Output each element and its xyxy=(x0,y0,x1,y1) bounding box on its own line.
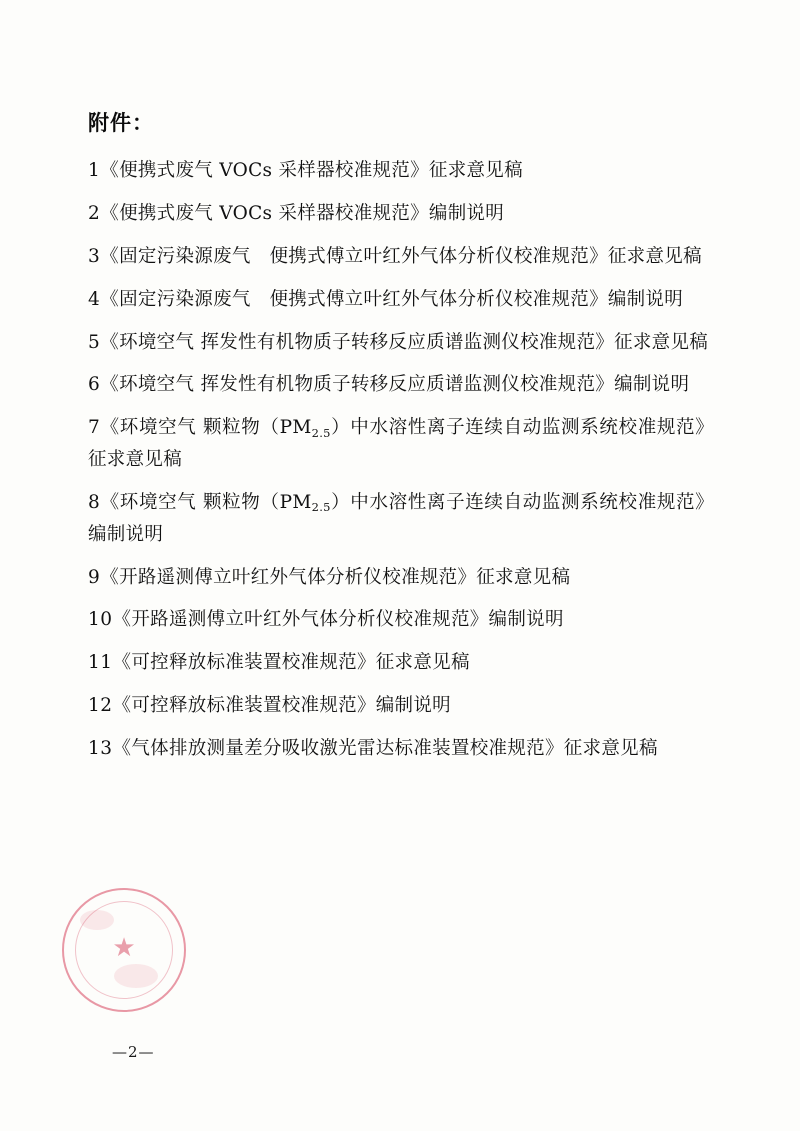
attachment-item-1 xyxy=(88,155,714,187)
attachment-number: 10 xyxy=(88,609,113,631)
seal-star-icon: ★ xyxy=(112,932,136,963)
attachment-item-5 xyxy=(88,327,714,359)
attachment-number: 11 xyxy=(88,652,113,674)
attachment-number: 12 xyxy=(88,694,113,716)
attachment-item-11 xyxy=(88,647,714,679)
attachment-item-13 xyxy=(88,733,714,765)
attachment-text: 《环境空气 挥发性有机物质子转移反应质谱监测仪校准规范》编制说明 xyxy=(100,374,690,396)
attachment-item-4 xyxy=(88,284,714,316)
attachment-number: 3 xyxy=(88,246,101,268)
attachment-text: 《固定污染源废气 便携式傅立叶红外气体分析仪校准规范》编制说明 xyxy=(100,288,684,310)
page-title: 附件： xyxy=(88,110,154,135)
attachment-text: 《便携式废气 VOCs 采样器校准规范》征求意见稿 xyxy=(100,160,523,182)
seal-smudge xyxy=(114,964,158,988)
attachment-text: 《可控释放标准装置校准规范》编制说明 xyxy=(112,694,451,716)
attachment-number: 1 xyxy=(88,160,101,182)
attachment-item-12 xyxy=(88,690,714,722)
seal-inner-ring xyxy=(75,901,173,999)
attachment-number: 2 xyxy=(88,203,101,225)
attachment-text: 《气体排放测量差分吸收激光雷达标准装置校准规范》征求意见稿 xyxy=(112,737,658,759)
attachment-number: 8 xyxy=(88,491,101,513)
attachment-item-10 xyxy=(88,604,714,636)
attachment-text: 《开路遥测傅立叶红外气体分析仪校准规范》征求意见稿 xyxy=(100,566,571,588)
seal-smudge xyxy=(80,910,114,930)
attachment-item-7 xyxy=(88,412,714,476)
attachment-text: 《环境空气 挥发性有机物质子转移反应质谱监测仪校准规范》征求意见稿 xyxy=(100,331,709,353)
attachment-number: 13 xyxy=(88,737,113,759)
attachment-subscript: 2.5 xyxy=(311,425,331,440)
attachment-item-2 xyxy=(88,198,714,230)
attachment-item-8 xyxy=(88,487,714,551)
attachment-number: 4 xyxy=(88,288,101,310)
attachment-item-3 xyxy=(88,241,714,273)
attachment-text: 《便携式废气 VOCs 采样器校准规范》编制说明 xyxy=(100,203,505,225)
page-number: —2— xyxy=(112,1043,155,1061)
attachment-number: 7 xyxy=(88,417,101,439)
attachment-text-after: ）中水溶性离子连续自动监测系统校准规范》编制说明 xyxy=(88,491,714,545)
attachment-text: 《固定污染源废气 便携式傅立叶红外气体分析仪校准规范》征求意见稿 xyxy=(100,246,702,268)
attachment-text: 《可控释放标准装置校准规范》征求意见稿 xyxy=(112,652,470,674)
attachment-text-before: 《环境空气 颗粒物（PM xyxy=(100,417,312,439)
attachment-subscript: 2.5 xyxy=(311,500,331,515)
attachment-item-6 xyxy=(88,369,714,401)
attachment-text: 《开路遥测傅立叶红外气体分析仪校准规范》编制说明 xyxy=(112,609,564,631)
document-body xyxy=(88,108,714,776)
attachment-text-after: ）中水溶性离子连续自动监测系统校准规范》征求意见稿 xyxy=(88,417,714,471)
seal-outer-ring xyxy=(62,888,186,1012)
attachment-number: 5 xyxy=(88,331,101,353)
attachment-text-before: 《环境空气 颗粒物（PM xyxy=(100,491,312,513)
official-seal-stamp xyxy=(62,888,186,1012)
attachment-number: 9 xyxy=(88,566,101,588)
attachment-number: 6 xyxy=(88,374,101,396)
attachment-item-9 xyxy=(88,562,714,594)
